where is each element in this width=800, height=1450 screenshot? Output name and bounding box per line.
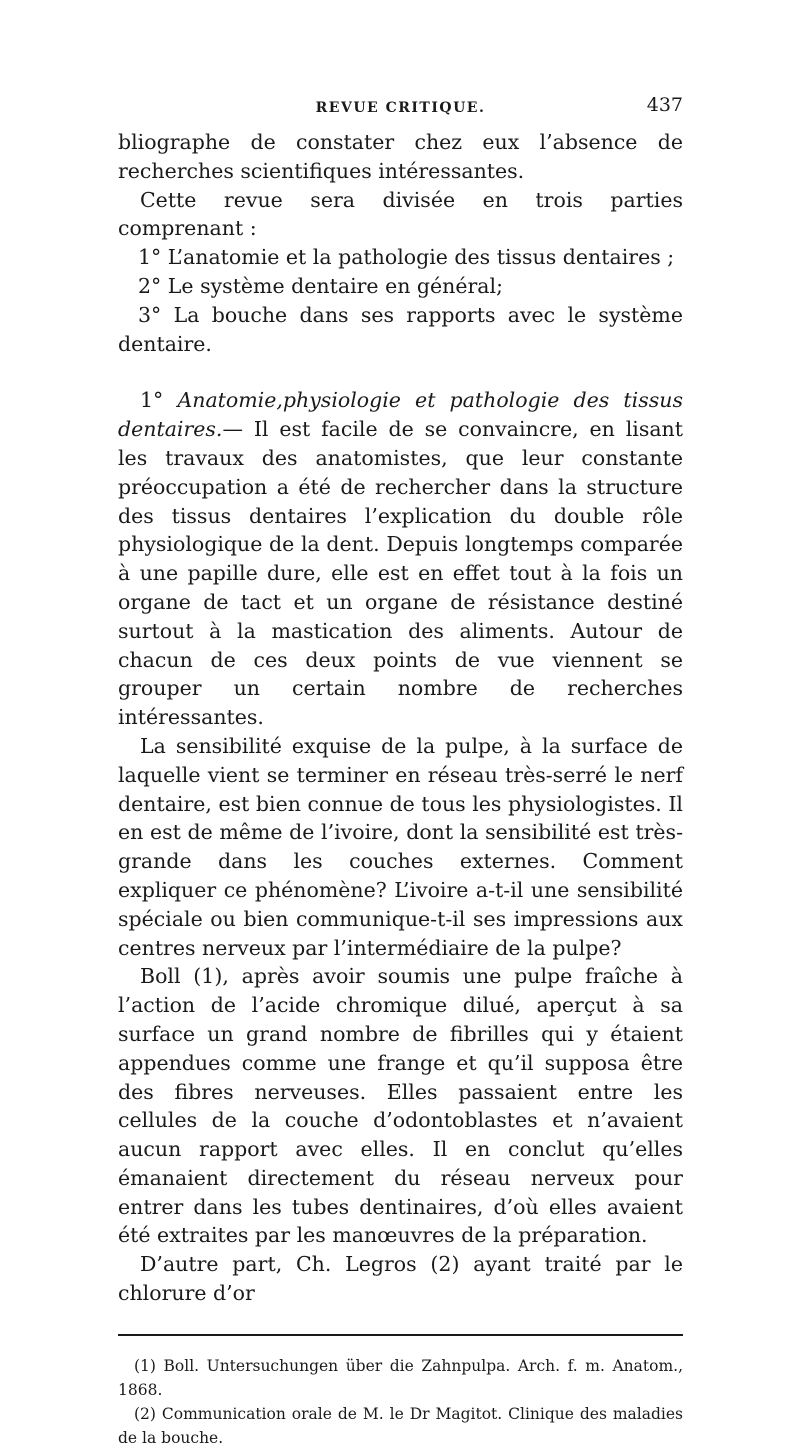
page-number: 437 <box>646 94 683 116</box>
section-1-paragraph <box>118 386 683 732</box>
outline-item-1: 1° L’anatomie et la pathologie des tissus dentaires ; <box>138 245 675 270</box>
paragraph-continuation: bliographe de constater chez eux l’absence de recherches scientifiques intéressantes. <box>118 130 683 183</box>
section-lead-text: — Il est facile de se convaincre, en lisant les travaux des anatomistes, que leur constante préoccupation a été de rechercher dans la structure des tissus dentaires l’explication du double rôle physiologique de la dent. Depuis longtemps comparée à une papille dure, elle est en effet tout à la fois un organe de tact et un organe de résistance destiné surtout à la mastication des aliments. Autour de chacun de ces deux points de vue viennent se grouper un certain nombre de recherches intéressantes. <box>118 417 683 730</box>
body-text <box>118 128 683 1308</box>
paragraph-boll: Boll (1), après avoir soumis une pulpe fraîche à l’action de l’acide chromique dilué, aperçut à sa surface un grand nombre de fibrilles qui y étaient appendues comme une frange et qu’il supposa être des fibres nerveuses. Elles passaient entre les cellules de la couche d’odontoblastes et n’avaient aucun rapport avec elles. Il en conclut qu’elles émanaient directement du réseau nerveux pour entrer dans les tubes dentinaires, d’où elles avaient été extraites par les manœuvres de la préparation. <box>118 964 683 1248</box>
section-spacer <box>118 358 683 386</box>
footnote-1: (1) Boll. Untersuchungen über die Zahnpulpa. Arch. f. m. Anatom., 1868. <box>118 1356 683 1399</box>
outline-item-2: 2° Le système dentaire en général; <box>138 273 503 298</box>
footnote-2: (2) Communication orale de M. le Dr Magitot. Clinique des maladies de la bouche. <box>118 1404 683 1447</box>
running-head: REVUE CRITIQUE. <box>315 100 486 116</box>
page-header <box>118 92 683 128</box>
outline-item-3: 3° La bouche dans ses rapports avec le système dentaire. <box>118 302 683 356</box>
paragraph-legros: D’autre part, Ch. Legros (2) ayant traité par le chlorure d’or <box>118 1252 683 1306</box>
paragraph-outline-intro: Cette revue sera divisée en trois parties comprenant : <box>118 187 683 241</box>
section-title: Anatomie,physiologie et pathologie des tissus dentaires. <box>118 388 683 442</box>
section-number: 1° <box>140 388 164 413</box>
paragraph-pulp-sensitivity: La sensibilité exquise de la pulpe, à la surface de laquelle vient se terminer en réseau très-serré le nerf dentaire, est bien connue de tous les physiologistes. Il en est de même de l’ivoire, dont la sensibilité est très-grande dans les couches externes. Comment expliquer ce phénomène? L’ivoire a-t-il une sensibilité spéciale ou bien communique-t-il ses impressions aux centres nerveux par l’intermédiaire de la pulpe? <box>118 733 683 960</box>
book-page <box>118 92 683 1450</box>
footnote-divider <box>118 1334 683 1336</box>
footnotes <box>118 1354 683 1450</box>
